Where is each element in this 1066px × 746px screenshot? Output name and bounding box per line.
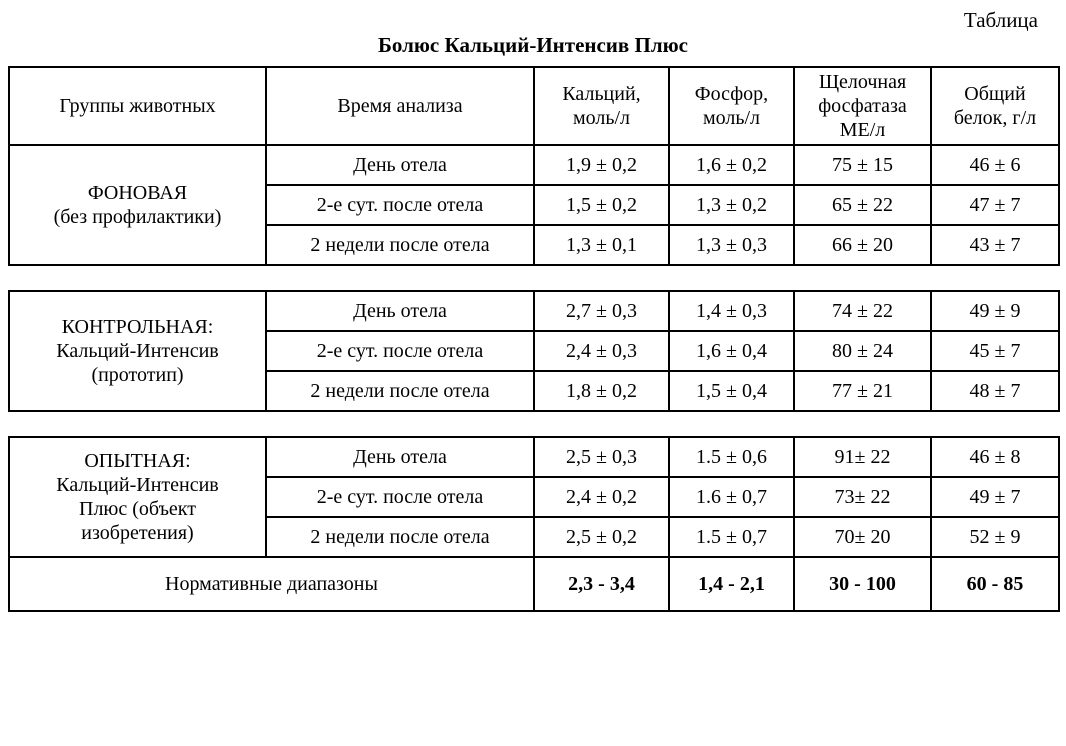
calcium-value: 1,8 ± 0,2 xyxy=(534,371,669,411)
total-protein-value: 46 ± 6 xyxy=(931,145,1059,185)
alkaline-phosphatase-value: 66 ± 20 xyxy=(794,225,931,265)
time-cell: День отела xyxy=(266,145,534,185)
separator-cell xyxy=(9,411,1059,437)
group-separator xyxy=(9,265,1059,291)
normative-alkaline-phosphatase: 30 - 100 xyxy=(794,557,931,611)
group-label-background: ФОНОВАЯ (без профилактики) xyxy=(9,145,266,265)
table-row xyxy=(9,291,1059,331)
normative-total-protein: 60 - 85 xyxy=(931,557,1059,611)
alkaline-phosphatase-value: 73± 22 xyxy=(794,477,931,517)
calcium-value: 2,4 ± 0,2 xyxy=(534,477,669,517)
calcium-value: 2,4 ± 0,3 xyxy=(534,331,669,371)
phosphorus-value: 1,6 ± 0,2 xyxy=(669,145,794,185)
phosphorus-value: 1.5 ± 0,6 xyxy=(669,437,794,477)
time-cell: 2 недели после отела xyxy=(266,517,534,557)
calcium-value: 1,5 ± 0,2 xyxy=(534,185,669,225)
phosphorus-value: 1,3 ± 0,2 xyxy=(669,185,794,225)
calcium-value: 2,5 ± 0,3 xyxy=(534,437,669,477)
total-protein-value: 49 ± 7 xyxy=(931,477,1059,517)
normative-calcium: 2,3 - 3,4 xyxy=(534,557,669,611)
phosphorus-value: 1,4 ± 0,3 xyxy=(669,291,794,331)
alkaline-phosphatase-value: 77 ± 21 xyxy=(794,371,931,411)
time-cell: 2-е сут. после отела xyxy=(266,185,534,225)
table-corner-label: Таблица xyxy=(963,8,1038,32)
time-cell: 2-е сут. после отела xyxy=(266,331,534,371)
phosphorus-value: 1,5 ± 0,4 xyxy=(669,371,794,411)
calcium-value: 2,5 ± 0,2 xyxy=(534,517,669,557)
header-analysis-time: Время анализа xyxy=(266,67,534,145)
header-animal-groups: Группы животных xyxy=(9,67,266,145)
group-label-control: КОНТРОЛЬНАЯ: Кальций-Интенсив (прототип) xyxy=(9,291,266,411)
alkaline-phosphatase-value: 75 ± 15 xyxy=(794,145,931,185)
table-header-row xyxy=(9,67,1059,145)
alkaline-phosphatase-value: 91± 22 xyxy=(794,437,931,477)
normative-ranges-label: Нормативные диапазоны xyxy=(9,557,534,611)
phosphorus-value: 1,6 ± 0,4 xyxy=(669,331,794,371)
table-row xyxy=(9,437,1059,477)
header-total-protein: Общий белок, г/л xyxy=(931,67,1059,145)
calcium-value: 1,3 ± 0,1 xyxy=(534,225,669,265)
total-protein-value: 45 ± 7 xyxy=(931,331,1059,371)
time-cell: 2 недели после отела xyxy=(266,225,534,265)
calcium-value: 2,7 ± 0,3 xyxy=(534,291,669,331)
normative-ranges-row xyxy=(9,557,1059,611)
phosphorus-value: 1.5 ± 0,7 xyxy=(669,517,794,557)
total-protein-value: 46 ± 8 xyxy=(931,437,1059,477)
calcium-value: 1,9 ± 0,2 xyxy=(534,145,669,185)
total-protein-value: 52 ± 9 xyxy=(931,517,1059,557)
alkaline-phosphatase-value: 80 ± 24 xyxy=(794,331,931,371)
total-protein-value: 43 ± 7 xyxy=(931,225,1059,265)
results-table xyxy=(8,66,1060,612)
total-protein-value: 48 ± 7 xyxy=(931,371,1059,411)
time-cell: 2-е сут. после отела xyxy=(266,477,534,517)
group-separator xyxy=(9,411,1059,437)
header-alkaline-phosphatase: Щелочная фосфатаза МЕ/л xyxy=(794,67,931,145)
total-protein-value: 47 ± 7 xyxy=(931,185,1059,225)
alkaline-phosphatase-value: 74 ± 22 xyxy=(794,291,931,331)
phosphorus-value: 1.6 ± 0,7 xyxy=(669,477,794,517)
separator-cell xyxy=(9,265,1059,291)
table-title: Болюс Кальций-Интенсив Плюс xyxy=(378,33,688,57)
time-cell: День отела xyxy=(266,291,534,331)
header-calcium: Кальций, моль/л xyxy=(534,67,669,145)
total-protein-value: 49 ± 9 xyxy=(931,291,1059,331)
time-cell: День отела xyxy=(266,437,534,477)
phosphorus-value: 1,3 ± 0,3 xyxy=(669,225,794,265)
time-cell: 2 недели после отела xyxy=(266,371,534,411)
table-row xyxy=(9,145,1059,185)
group-label-experimental: ОПЫТНАЯ: Кальций-Интенсив Плюс (объект изобретения) xyxy=(9,437,266,557)
alkaline-phosphatase-value: 70± 20 xyxy=(794,517,931,557)
normative-phosphorus: 1,4 - 2,1 xyxy=(669,557,794,611)
alkaline-phosphatase-value: 65 ± 22 xyxy=(794,185,931,225)
header-phosphorus: Фосфор, моль/л xyxy=(669,67,794,145)
